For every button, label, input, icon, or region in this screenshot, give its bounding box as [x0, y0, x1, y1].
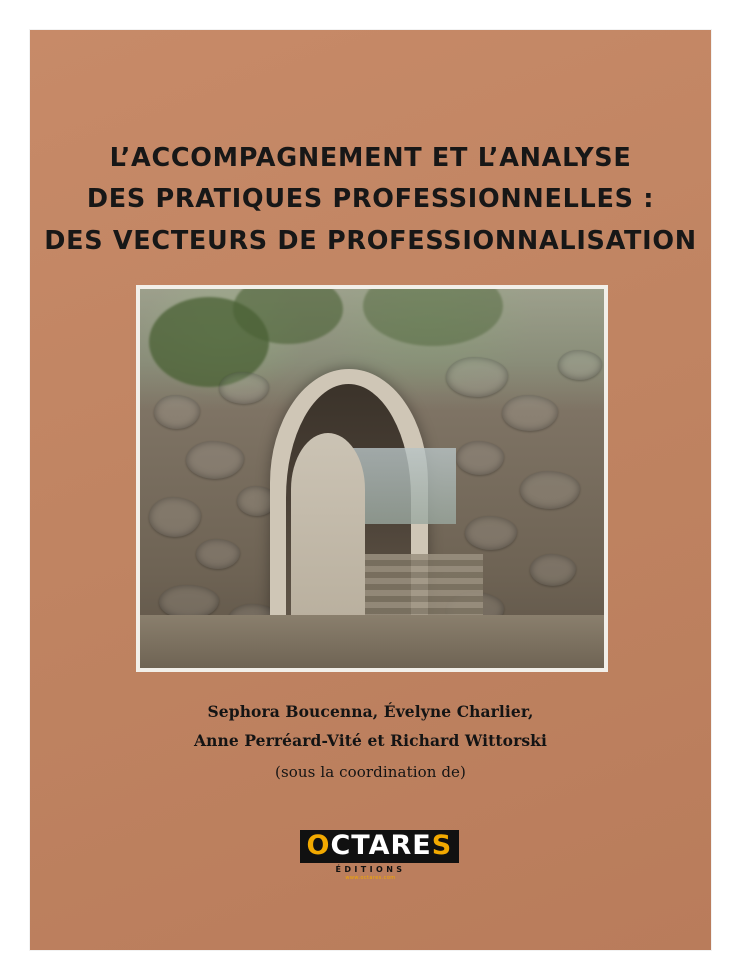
- publisher-logo-wordmark: [300, 830, 460, 863]
- photo-stone: [154, 395, 200, 429]
- photo-vista: [353, 448, 455, 524]
- photo-steps: [363, 554, 484, 622]
- title-line-2: DES PRATIQUES PROFESSIONNELLES :: [86, 184, 655, 215]
- photo-stone: [530, 554, 576, 586]
- publisher-logo-url: www.octares.com: [345, 875, 396, 882]
- photo-stone: [149, 497, 201, 537]
- publisher-logo-subtitle: ÉDITIONS: [335, 865, 406, 875]
- title-line-3: DES VECTEURS DE PROFESSIONNALISATION: [44, 225, 697, 256]
- coordination-note: (sous la coordination de): [275, 763, 466, 782]
- photo-stone: [520, 471, 580, 509]
- photo-stone: [465, 516, 517, 550]
- title-line-1: L’ACCOMPAGNEMENT ET L’ANALYSE: [109, 143, 632, 173]
- cover-photo-frame: [136, 285, 608, 672]
- photo-stone: [186, 441, 244, 479]
- photo-ground: [140, 615, 604, 668]
- photo-stone: [196, 539, 240, 569]
- publisher-block: [30, 830, 711, 881]
- book-title: [30, 138, 711, 262]
- photo-stone: [502, 395, 558, 431]
- publisher-logo-s: S: [431, 830, 453, 861]
- author-line-2: Anne Perréard-Vité et Richard Wittorski: [194, 730, 547, 750]
- photo-stone: [456, 441, 504, 475]
- author-line-1: Sephora Boucenna, Évelyne Charlier,: [207, 702, 534, 721]
- cover-photo: [140, 289, 604, 668]
- photo-stone: [558, 350, 602, 380]
- authors-block: [30, 698, 711, 781]
- publisher-logo: [300, 830, 453, 882]
- book-cover: [30, 30, 711, 950]
- photo-stone: [159, 585, 219, 619]
- publisher-logo-o: O: [306, 830, 331, 861]
- publisher-logo-ctare: CTARE: [330, 830, 432, 861]
